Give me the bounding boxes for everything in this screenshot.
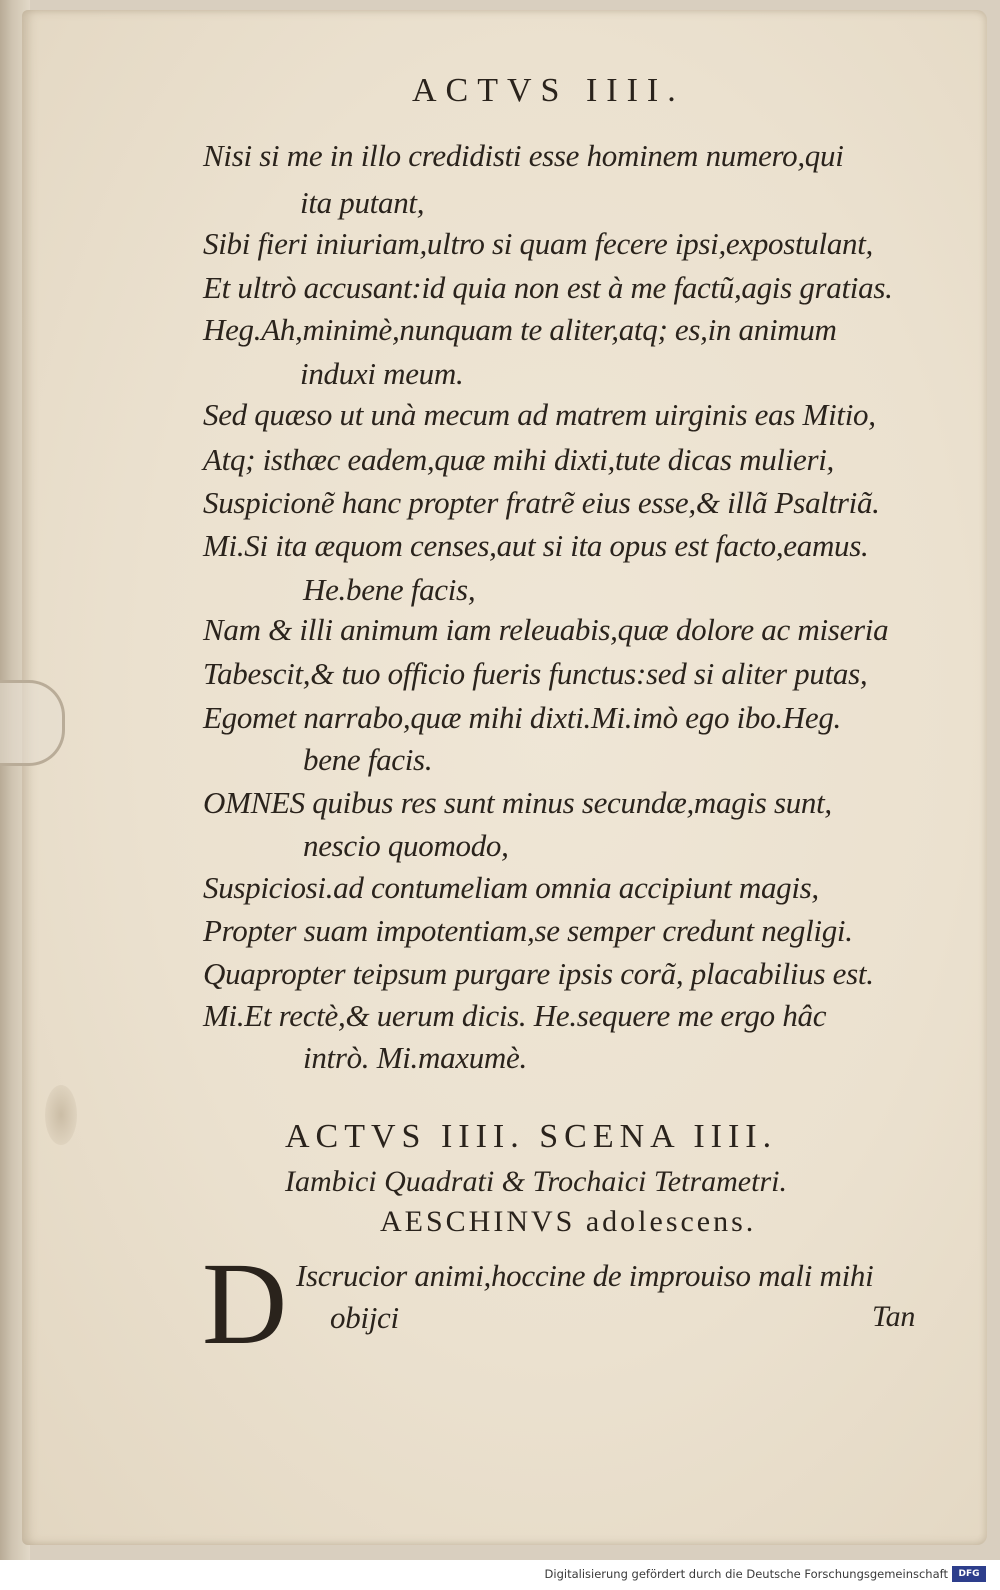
text-line: Atq; isthæc eadem,quæ mihi dixti,tute dicas mulieri, xyxy=(203,442,835,477)
paper-stain xyxy=(45,1085,77,1145)
text-line: OMNES quibus res sunt minus secundæ,magis sunt, xyxy=(203,785,832,820)
text-line: Et ultrò accusant:id quia non est à me factũ,agis gratias. xyxy=(203,270,893,305)
scene-heading: ACTVS IIII. SCENA IIII. xyxy=(285,1118,778,1155)
catchword: Tan xyxy=(872,1300,916,1333)
speaker-line: AESCHINVS adolescens. xyxy=(380,1205,757,1238)
text-line: bene facis. xyxy=(303,742,433,777)
drop-cap: D xyxy=(202,1238,288,1369)
text-line: Heg.Ah,minimè,nunquam te aliter,atq; es,in animum xyxy=(203,312,837,347)
text-line: Nam & illi animum iam releuabis,quæ dolore ac miseria xyxy=(203,612,889,647)
text-line: intrò. Mi.maxumè. xyxy=(303,1040,527,1075)
text-line: Tabescit,& tuo officio fueris functus:sed si aliter putas, xyxy=(203,656,868,691)
dfg-logo: DFG xyxy=(952,1566,986,1582)
text-line: Mi.Si ita æquom censes,aut si ita opus est facto,eamus. xyxy=(203,528,869,563)
text-line: He.bene facis, xyxy=(303,572,476,607)
text-line: Propter suam impotentiam,se semper credunt negligi. xyxy=(203,913,853,948)
text-line: obijci xyxy=(330,1300,399,1335)
text-line: ita putant, xyxy=(300,185,425,220)
text-line: Suspiciosi.ad contumeliam omnia accipiunt magis, xyxy=(203,870,819,905)
text-line: Mi.Et rectè,& uerum dicis. He.sequere me ergo hâc xyxy=(203,998,827,1033)
funding-credit: Digitalisierung gefördert durch die Deutsche Forschungsgemeinschaft xyxy=(544,1567,948,1581)
text-line: Sibi fieri iniuriam,ultro si quam fecere ipsi,expostulant, xyxy=(203,226,874,261)
text-line: Sed quæso ut unà mecum ad matrem uirginis eas Mitio, xyxy=(203,397,876,432)
text-line: Iscrucior animi,hoccine de improuiso mali mihi xyxy=(296,1258,874,1293)
running-head: ACTVS IIII. xyxy=(412,72,685,109)
footer-bar xyxy=(0,1560,1000,1590)
text-line: nescio quomodo, xyxy=(303,828,509,863)
text-line: Suspicionẽ hanc propter fratrẽ eius esse,& illã Psaltriã. xyxy=(203,485,880,520)
text-line: Egomet narrabo,quæ mihi dixti.Mi.imò ego ibo.Heg. xyxy=(203,700,841,735)
text-line: Nisi si me in illo credidisti esse hominem numero,qui xyxy=(203,138,844,173)
text-line: induxi meum. xyxy=(300,356,464,391)
clasp-shadow xyxy=(0,680,65,766)
meter-line: Iambici Quadrati & Trochaici Tetrametri. xyxy=(285,1165,787,1198)
text-line: Quapropter teipsum purgare ipsis corã, placabilius est. xyxy=(203,956,874,991)
